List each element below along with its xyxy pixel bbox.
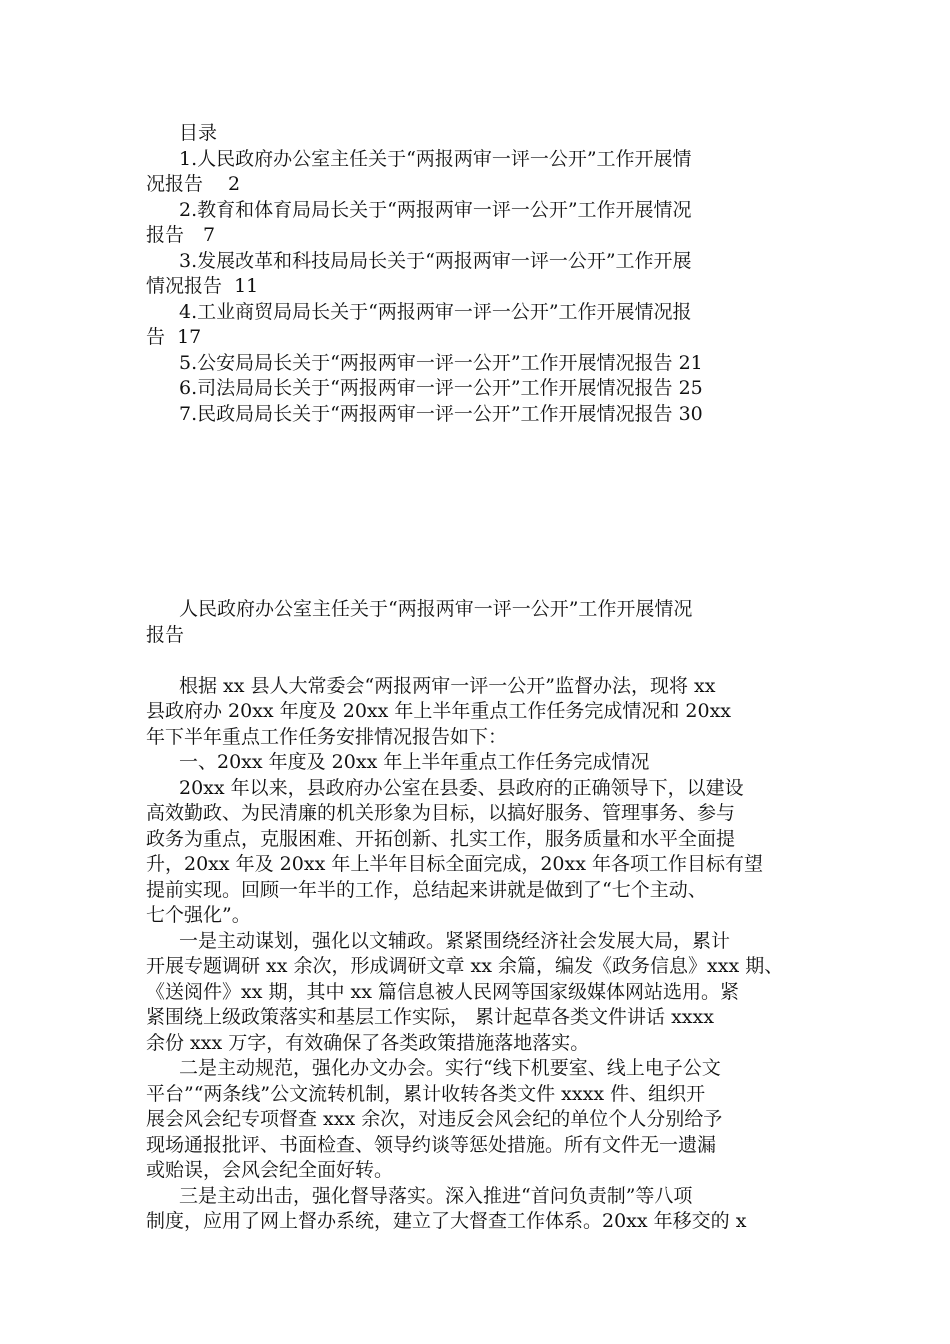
- paragraph-line: 制度，应用了网上督办系统，建立了大督查工作体系。20xx 年移交的 x: [146, 1210, 747, 1232]
- toc-entry-5: 5.公安局局长关于“两报两审一评一公开”工作开展情况报告 21: [179, 351, 703, 374]
- toc-entry-1-cont: 况报告 2: [146, 173, 241, 195]
- paragraph-line: 一是主动谋划，强化以文辅政。紧紧围绕经济社会发展大局，累计: [179, 929, 731, 952]
- toc-entry-3: 3.发展改革和科技局局长关于“两报两审一评一公开”工作开展: [179, 249, 692, 272]
- paragraph-line: 展会风会纪专项督查 xxx 余次，对违反会风会纪的单位个人分别给予: [146, 1108, 723, 1130]
- paragraph-line: 现场通报批评、书面检查、领导约谈等惩处措施。所有文件无一遗漏: [146, 1133, 717, 1156]
- paragraph-line: 县政府办 20xx 年度及 20xx 年上半年重点工作任务完成情况和 20xx: [146, 700, 732, 722]
- paragraph-line: 根据 xx 县人大常委会“两报两审一评一公开”监督办法，现将 xx: [179, 674, 716, 697]
- paragraph-line: 紧围绕上级政策落实和基层工作实际， 累计起草各类文件讲话 xxxx: [146, 1006, 714, 1028]
- paragraph-line: 20xx 年以来，县政府办公室在县委、县政府的正确领导下，以建设: [179, 776, 744, 799]
- toc-entry-2: 2.教育和体育局局长关于“两报两审一评一公开”工作开展情况: [179, 198, 692, 221]
- blank-line: [146, 648, 810, 674]
- paragraph-line: 政务为重点，克服困难、开拓创新、扎实工作，服务质量和水平全面提: [146, 827, 736, 850]
- paragraph-line: 高效勤政、为民清廉的机关形象为目标，以搞好服务、管理事务、参与: [146, 802, 736, 824]
- toc-heading: 目录: [179, 122, 218, 144]
- toc-entry-2-cont: 报告 7: [146, 224, 216, 246]
- report-body: [146, 597, 810, 1235]
- paragraph-line: 年下半年重点工作任务安排情况报告如下：: [146, 725, 508, 748]
- section-heading: 一、20xx 年度及 20xx 年上半年重点工作任务完成情况: [179, 751, 650, 773]
- toc-entry-6: 6.司法局局长关于“两报两审一评一公开”工作开展情况报告 25: [179, 377, 703, 399]
- toc-entry-1: 1.人民政府办公室主任关于“两报两审一评一公开”工作开展情: [179, 147, 692, 170]
- paragraph-line: 《送阅件》xx 期，其中 xx 篇信息被人民网等国家级媒体网站选用。紧: [146, 980, 739, 1003]
- report-title: 人民政府办公室主任关于“两报两审一评一公开”工作开展情况: [179, 598, 693, 620]
- paragraph-line: 二是主动规范，强化办文办会。实行“线下机要室、线上电子公文: [179, 1057, 721, 1079]
- paragraph-line: 七个强化”。: [146, 904, 251, 926]
- paragraph-line: 三是主动出击，强化督导落实。深入推进“首问负责制”等八项: [179, 1184, 693, 1207]
- paragraph-line: 平台”“两条线”公文流转机制，累计收转各类文件 xxxx 件、组织开: [146, 1082, 706, 1105]
- paragraph-line: 开展专题调研 xx 余次，形成调研文章 xx 余篇，编发《政务信息》xxx 期、: [146, 955, 784, 977]
- toc-entry-4-cont: 告 17: [146, 326, 202, 348]
- toc-entry-3-cont: 情况报告 11: [146, 275, 259, 297]
- paragraph-line: 余份 xxx 万字，有效确保了各类政策措施落地落实。: [146, 1031, 590, 1054]
- report-title-cont: 报告: [146, 623, 185, 646]
- paragraph-line: 升，20xx 年及 20xx 年上半年目标全面完成，20xx 年各项工作目标有望: [146, 853, 763, 875]
- toc-entry-4: 4.工业商贸局局长关于“两报两审一评一公开”工作开展情况报: [179, 300, 692, 323]
- paragraph-line: 或贻误，会风会纪全面好转。: [146, 1159, 394, 1181]
- paragraph-line: 提前实现。回顾一年半的工作，总结起来讲就是做到了“七个主动、: [146, 878, 707, 901]
- toc-entry-7: 7.民政局局长关于“两报两审一评一公开”工作开展情况报告 30: [179, 402, 703, 425]
- table-of-contents: [146, 121, 810, 427]
